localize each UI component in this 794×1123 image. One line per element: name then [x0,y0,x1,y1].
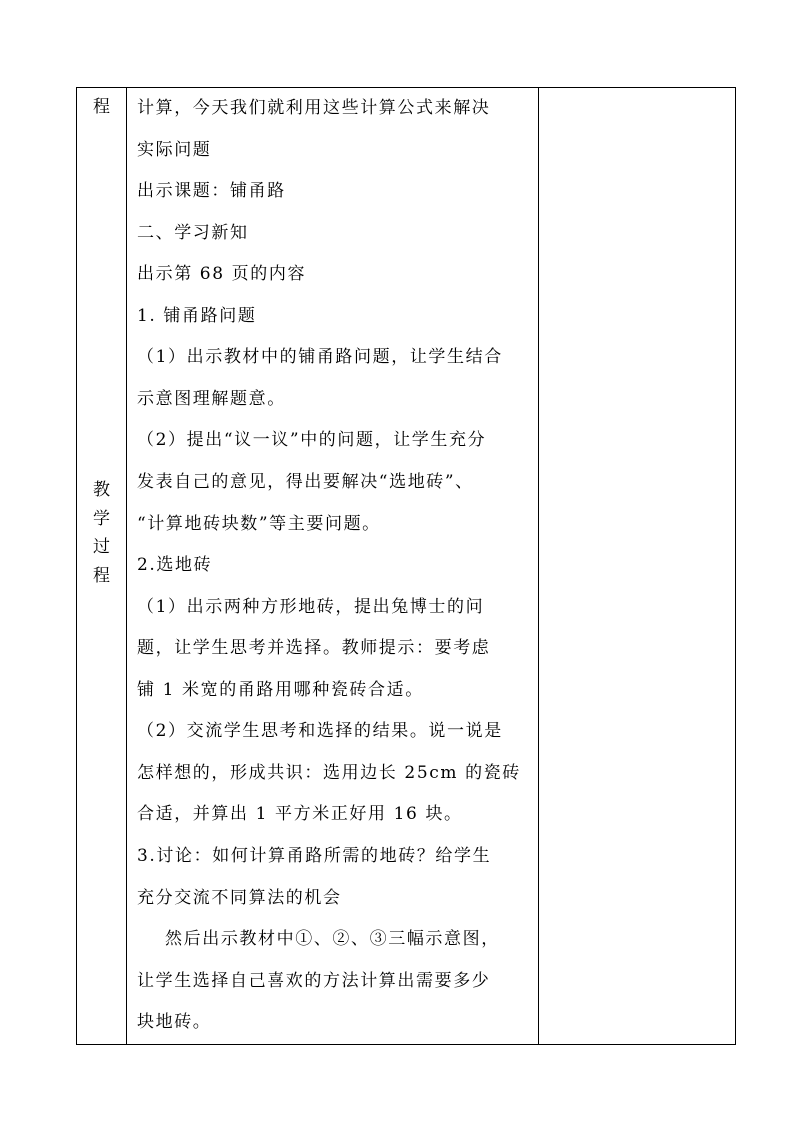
content-line: 铺 1 米宽的甬路用哪种瓷砖合适。 [137,680,424,700]
content-line: 3.讨论：如何计算甬路所需的地砖？给学生 [137,846,492,866]
content-line: 合适，并算出 1 平方米正好用 16 块。 [137,804,463,824]
content-line: 题，让学生思考并选择。教师提示：要考虑 [137,638,491,658]
content-line: 1. 铺甬路问题 [137,306,257,326]
stage-label-char: 教 [93,480,110,500]
content-line: 发表自己的意见，得出要解决“选地砖”、 [137,472,474,492]
content-line: （1）出示两种方形地砖，提出兔博士的问 [137,597,485,617]
content-line: 二、学习新知 [137,223,249,243]
content-line: （2）提出“议一议”中的问题，让学生充分 [137,430,487,450]
content-line: 块地砖。 [137,1012,212,1032]
content-line: “计算地砖块数”等主要问题。 [137,514,381,534]
content-line: 实际问题 [137,140,212,160]
notes-column [539,88,735,1044]
content-line: 计算，今天我们就利用这些计算公式来解决 [137,98,491,118]
content-line: 让学生选择自己喜欢的方法计算出需要多少 [137,971,491,991]
content-line: 然后出示教材中①、②、③三幅示意图， [137,929,500,949]
content-line: （1）出示教材中的铺甬路问题，让学生结合 [137,347,503,367]
stage-label-continued: 程 [93,97,110,117]
lesson-plan-table [76,87,736,1045]
content-line: 出示课题：铺甬路 [137,181,286,201]
stage-label-char: 程 [93,565,110,586]
content-line: 示意图理解题意。 [137,389,286,409]
content-line: 出示第 68 页的内容 [137,264,307,284]
content-line: 充分交流不同算法的机会 [137,888,342,908]
stage-label-char: 过 [93,537,110,557]
content-line: 2.选地砖 [137,555,213,575]
stage-label-column [77,88,126,1044]
stage-label-teaching-process [77,476,126,590]
stage-label-char: 学 [93,508,110,529]
content-line: 怎样想的，形成共识：选用边长 25cm 的瓷砖 [137,763,521,783]
column-divider [126,88,127,1044]
content-line: （2）交流学生思考和选择的结果。说一说是 [137,721,503,741]
